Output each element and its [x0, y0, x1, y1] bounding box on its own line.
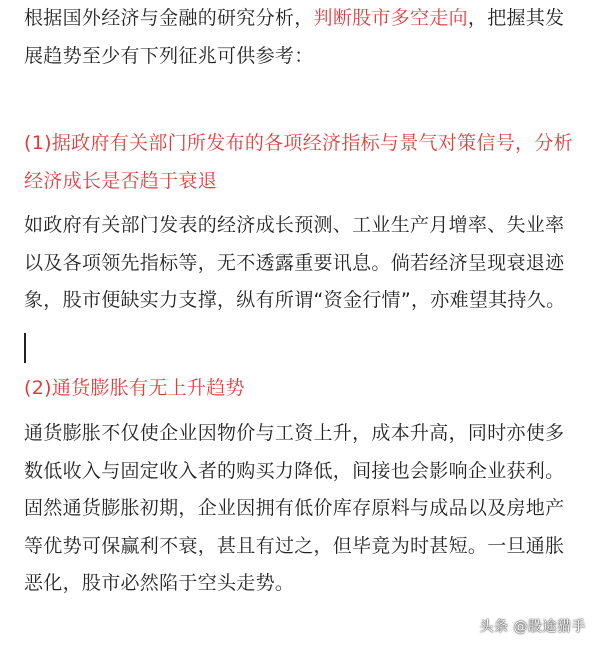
section-1-body: 如政府有关部门发表的经济成长预测、工业生产月增率、失业率以及各项领先指标等，无不透露重要讯息。倘若经济呈现衰退迹象，股市便缺实力支撑，纵有所谓“资金行情”，亦难望其持久。: [24, 214, 566, 311]
section-2-body: 通货膨胀不仅使企业因物价与工资上升，成本升高，同时亦使多数低收入与固定收入者的购买力降低，间接也会影响企业获利。固然通货膨胀初期，企业因拥有低价库存原料与成品以及房地产等优势可保赢利不衰，甚且有过之，但毕竟为时甚短。一旦通胀恶化，股市必然陷于空头走势。: [24, 422, 565, 594]
intro-highlight: 判断股市多空走向: [313, 7, 468, 29]
intro-text-after: ，把握其发展趋势至少有下列征兆可供参考：: [24, 7, 565, 67]
intro-paragraph: [24, 0, 580, 75]
watermark: 头条 @股途猎手: [479, 619, 586, 635]
section-2-heading: (2)通货膨胀有无上升趋势: [24, 377, 245, 399]
text-cursor: [24, 333, 26, 363]
intro-text-before: 根据国外经济与金融的研究分析，: [24, 7, 314, 29]
section-1-heading: (1)据政府有关部门所发布的各项经济指标与景气对策信号，分析经济成长是否趋于衰退: [24, 132, 573, 192]
